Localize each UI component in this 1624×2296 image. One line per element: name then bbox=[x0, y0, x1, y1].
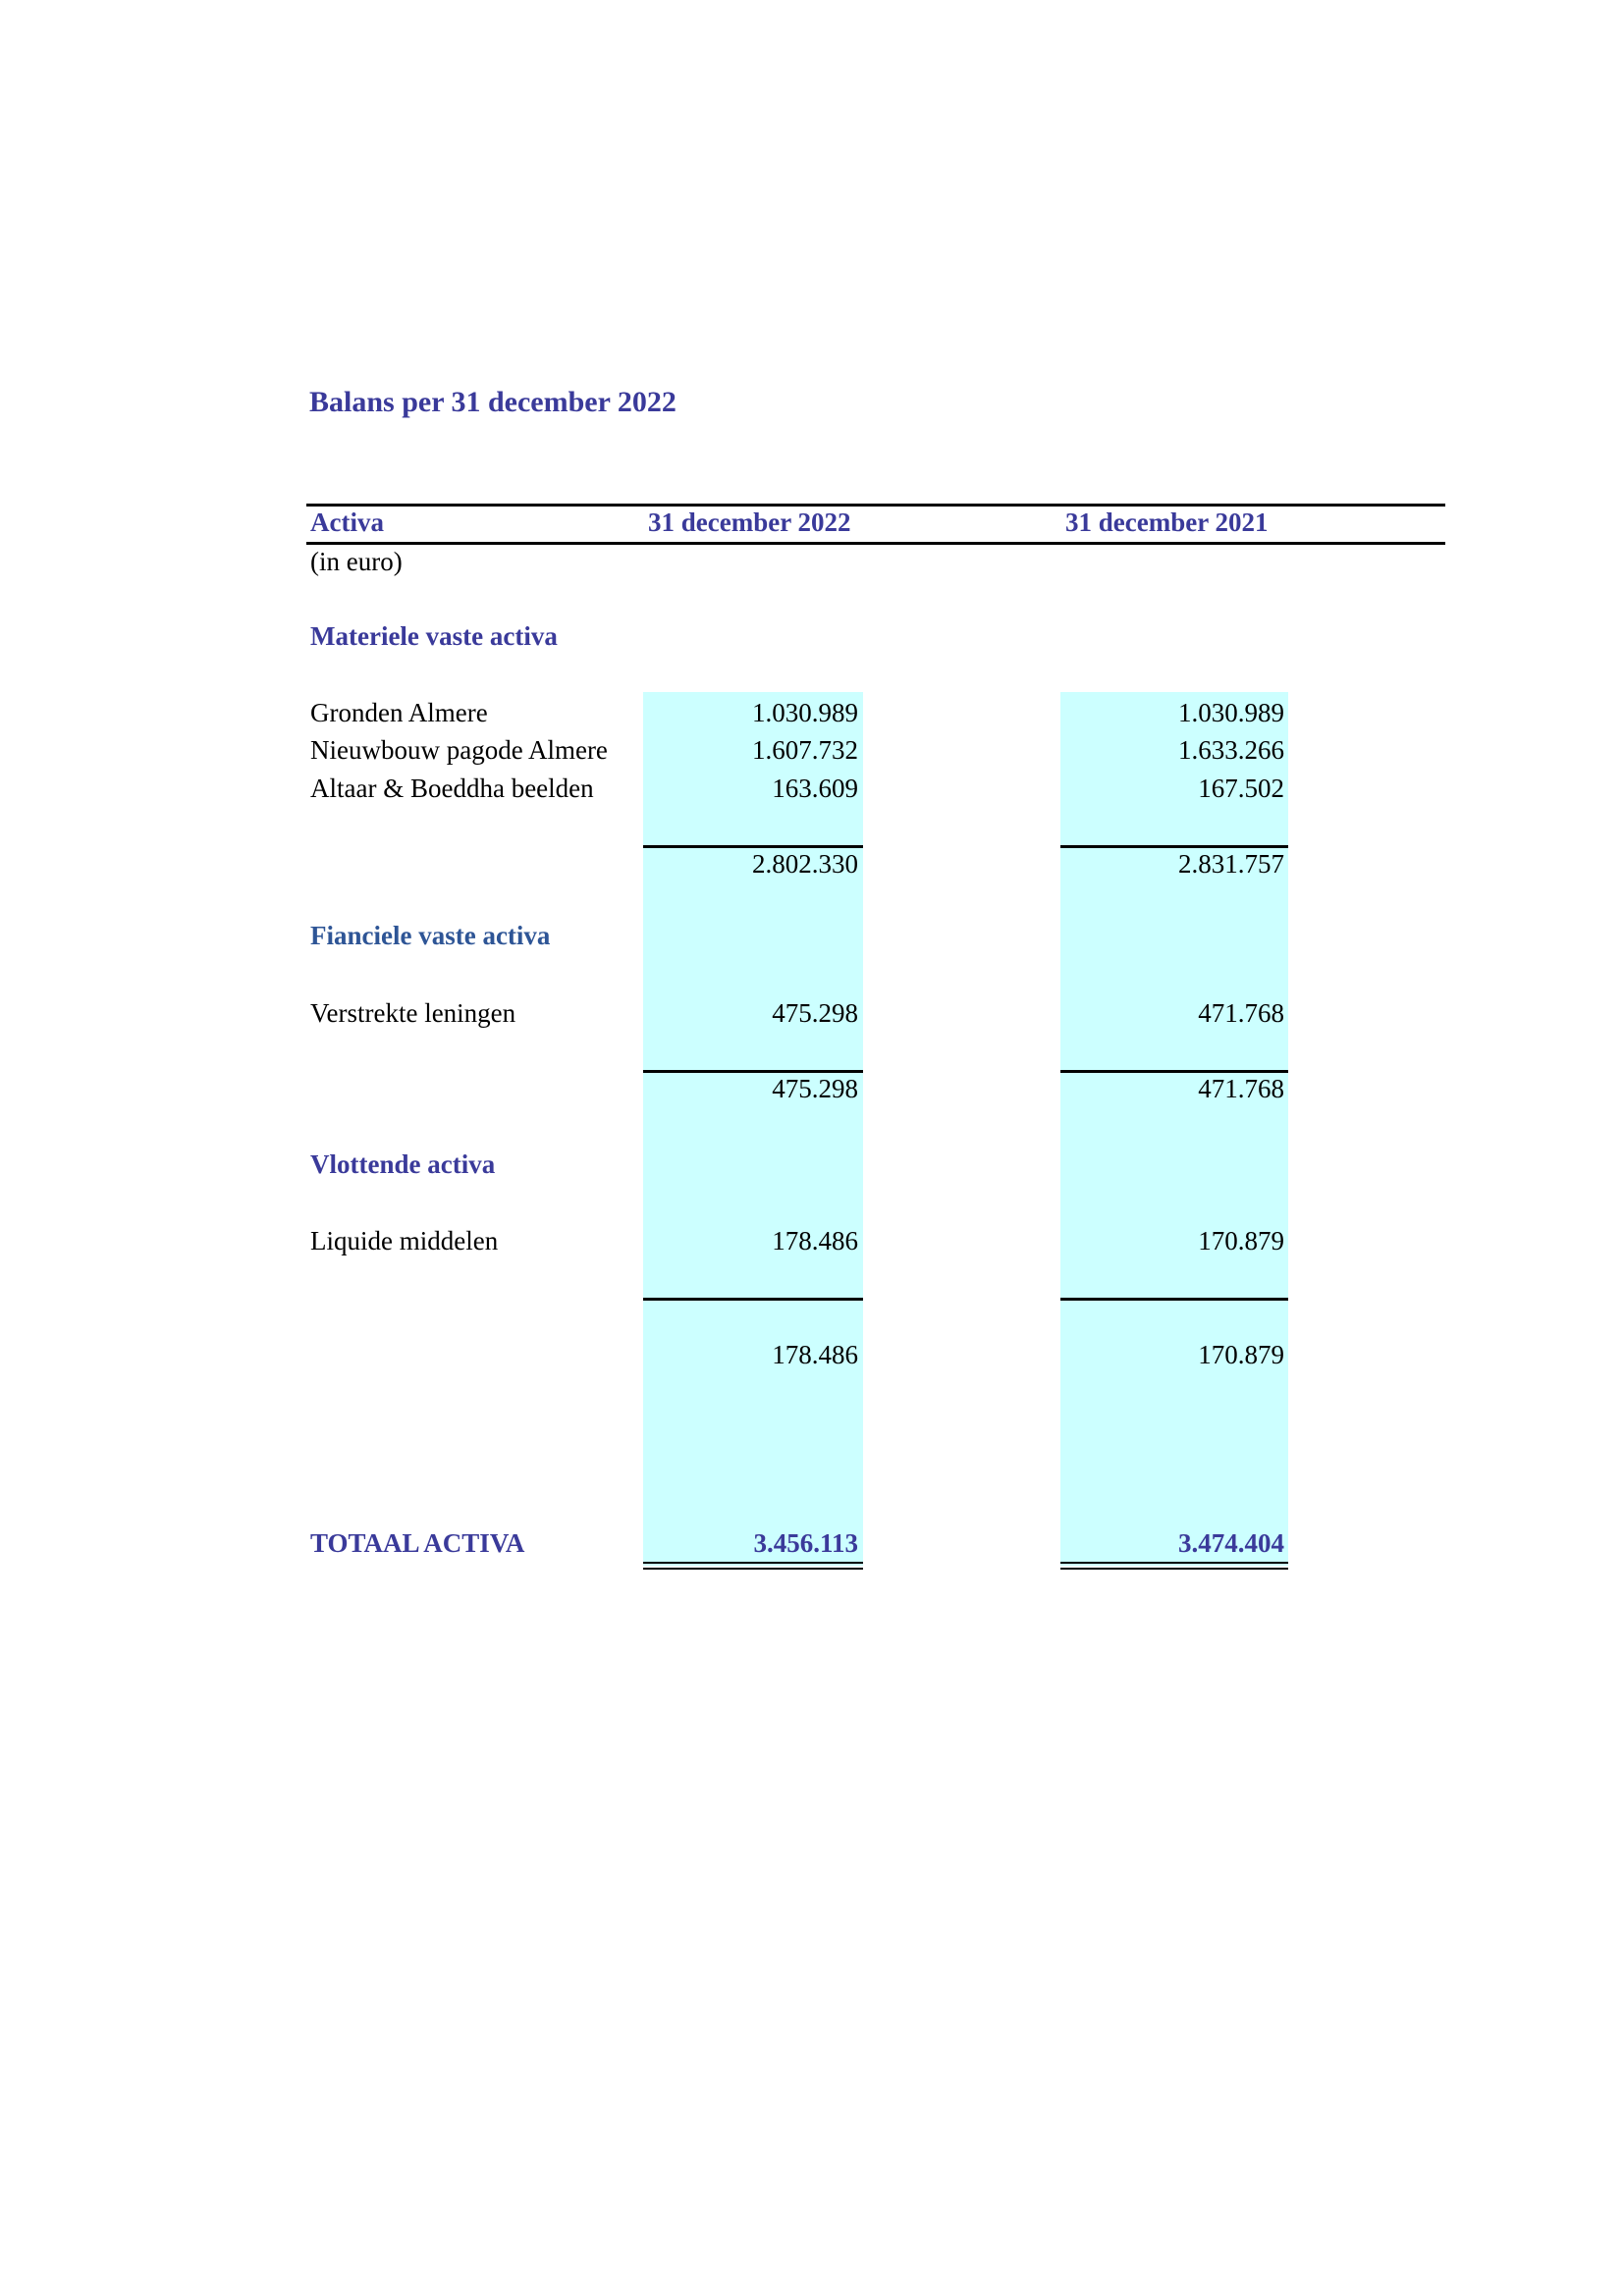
row-label: Nieuwbouw pagode Almere bbox=[310, 735, 608, 765]
row-value-2022: 1.607.732 bbox=[752, 735, 858, 765]
row-value-2021: 1.633.266 bbox=[1178, 735, 1284, 765]
total-double-rule-2022 bbox=[643, 1562, 863, 1570]
subtotal-2022: 2.802.330 bbox=[752, 849, 858, 879]
subtotal-2021: 471.768 bbox=[1198, 1074, 1284, 1103]
row-value-2022: 475.298 bbox=[772, 998, 858, 1028]
header-col-2022: 31 december 2022 bbox=[648, 507, 851, 537]
subtotal-rule-2022 bbox=[643, 1298, 863, 1301]
total-2021: 3.474.404 bbox=[1178, 1528, 1284, 1558]
section-title-materiele: Materiele vaste activa bbox=[310, 621, 558, 651]
row-value-2021: 170.879 bbox=[1198, 1226, 1284, 1255]
subtotal-2021: 2.831.757 bbox=[1178, 849, 1284, 879]
subtotal-2022: 178.486 bbox=[772, 1340, 858, 1369]
header-top-rule bbox=[306, 504, 1445, 507]
subtotal-rule-2021 bbox=[1060, 845, 1288, 848]
row-value-2021: 167.502 bbox=[1198, 774, 1284, 803]
subtotal-rule-2022 bbox=[643, 1070, 863, 1073]
unit-label: (in euro) bbox=[310, 547, 403, 576]
row-label: Liquide middelen bbox=[310, 1226, 499, 1255]
subtotal-rule-2021 bbox=[1060, 1298, 1288, 1301]
subtotal-2021: 170.879 bbox=[1198, 1340, 1284, 1369]
row-label: Gronden Almere bbox=[310, 698, 488, 727]
row-value-2022: 178.486 bbox=[772, 1226, 858, 1255]
header-bottom-rule bbox=[306, 542, 1445, 545]
total-2022: 3.456.113 bbox=[753, 1528, 858, 1558]
row-label: Altaar & Boeddha beelden bbox=[310, 774, 594, 803]
header-label: Activa bbox=[310, 507, 384, 537]
row-value-2022: 1.030.989 bbox=[752, 698, 858, 727]
row-label: Verstrekte leningen bbox=[310, 998, 516, 1028]
total-label: TOTAAL ACTIVA bbox=[310, 1528, 525, 1558]
page-title: Balans per 31 december 2022 bbox=[309, 386, 677, 418]
header-col-2021: 31 december 2021 bbox=[1065, 507, 1269, 537]
subtotal-rule-2021 bbox=[1060, 1070, 1288, 1073]
row-value-2021: 1.030.989 bbox=[1178, 698, 1284, 727]
subtotal-rule-2022 bbox=[643, 845, 863, 848]
section-title-vlottende: Vlottende activa bbox=[310, 1149, 496, 1179]
row-value-2021: 471.768 bbox=[1198, 998, 1284, 1028]
subtotal-2022: 475.298 bbox=[772, 1074, 858, 1103]
row-value-2022: 163.609 bbox=[772, 774, 858, 803]
section-title-financiele: Fianciele vaste activa bbox=[310, 921, 551, 950]
highlight-column-2021 bbox=[1060, 692, 1288, 1566]
total-double-rule-2021 bbox=[1060, 1562, 1288, 1570]
highlight-column-2022 bbox=[643, 692, 863, 1566]
